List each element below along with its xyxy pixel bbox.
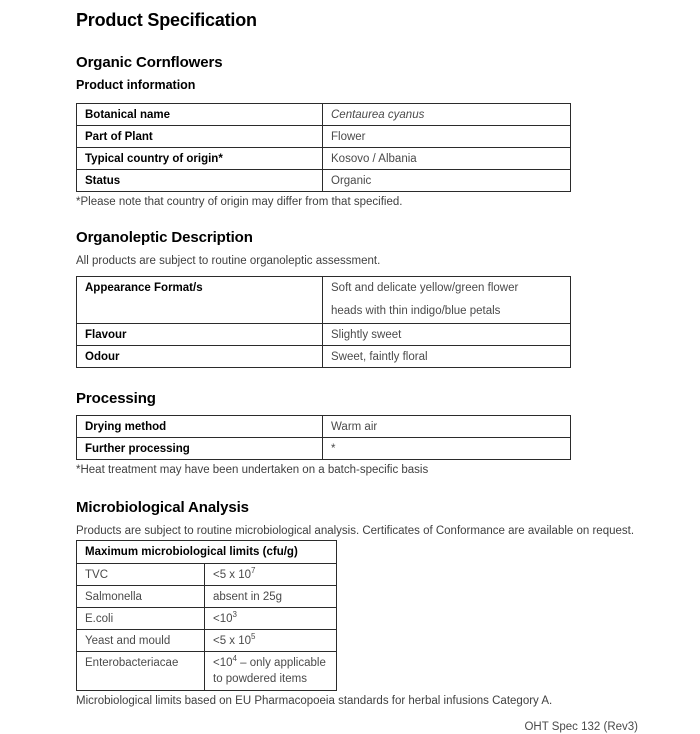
table-row — [77, 586, 337, 608]
organism-name: TVC — [77, 564, 205, 586]
row-value: Organic — [323, 170, 571, 192]
organism-name: E.coli — [77, 608, 205, 630]
exponent: 4 — [232, 654, 237, 664]
row-value: * — [323, 437, 571, 459]
table-row — [77, 630, 337, 652]
processing-table — [76, 415, 571, 460]
exponent: 3 — [232, 610, 237, 620]
row-label: Flavour — [77, 323, 323, 345]
table-row — [77, 323, 571, 345]
row-label: Odour — [77, 345, 323, 367]
table-row — [77, 415, 571, 437]
table-row — [77, 104, 571, 126]
table-row — [77, 276, 571, 323]
row-label: Botanical name — [77, 104, 323, 126]
limit-value: <5 x $10^7$ — [205, 564, 337, 586]
section-heading-organoleptic: Organoleptic Description — [76, 229, 253, 246]
organism-name: Salmonella — [77, 586, 205, 608]
document-reference-footer: OHT Spec 132 (Rev3) — [524, 721, 638, 733]
row-value: Slightly sweet — [323, 323, 571, 345]
appearance-line-1: Soft and delicate yellow/green flower — [331, 281, 519, 294]
limit-value: absent in 25g — [205, 586, 337, 608]
row-label: Part of Plant — [77, 126, 323, 148]
row-value: Warm air — [323, 415, 571, 437]
exponent: 7 — [251, 566, 256, 576]
footnote-heat-treatment: *Heat treatment may have been undertaken on a batch-specific basis — [76, 463, 429, 476]
limit-value: <5 x $10^5$ — [205, 630, 337, 652]
table-row — [77, 170, 571, 192]
product-heading: Organic Cornflowers — [76, 54, 223, 71]
table-row — [77, 345, 571, 367]
table-row — [77, 148, 571, 170]
table-row — [77, 126, 571, 148]
row-label: Drying method — [77, 415, 323, 437]
table-header-row — [77, 541, 337, 564]
row-label: Appearance Format/s — [77, 276, 323, 323]
row-label: Status — [77, 170, 323, 192]
limit-value: $<10^4$ – only applicable to powdered items — [205, 652, 337, 691]
product-info-table — [76, 103, 571, 192]
section-heading-microbiological: Microbiological Analysis — [76, 498, 249, 516]
row-label: Typical country of origin* — [77, 148, 323, 170]
row-value: Flower — [323, 126, 571, 148]
footnote-eu-pharmacopoeia: Microbiological limits based on EU Pharmacopoeia standards for herbal infusions Category A. — [76, 695, 553, 707]
microbiological-intro: Products are subject to routine microbiological analysis. Certificates of Conformance are available on request. — [76, 524, 635, 537]
page-title: Product Specification — [76, 10, 257, 30]
table-row — [77, 564, 337, 586]
section-heading-product-information: Product information — [76, 78, 196, 92]
row-value: Centaurea cyanus — [323, 104, 571, 126]
organism-name: Enterobacteriacae — [77, 652, 205, 691]
microbiological-limits-table — [76, 540, 337, 691]
organoleptic-intro: All products are subject to routine organoleptic assessment. — [76, 255, 381, 267]
table-row — [77, 437, 571, 459]
footnote-country-of-origin: *Please note that country of origin may differ from that specified. — [76, 196, 403, 208]
section-heading-processing: Processing — [76, 389, 156, 407]
micro-table-header: Maximum microbiological limits (cfu/g) — [77, 541, 337, 564]
table-row — [77, 608, 337, 630]
row-value — [323, 276, 571, 323]
row-value: Sweet, faintly floral — [323, 345, 571, 367]
table-row — [77, 652, 337, 691]
row-value: Kosovo / Albania — [323, 148, 571, 170]
row-label: Further processing — [77, 437, 323, 459]
limit-value: $<10^3$ — [205, 608, 337, 630]
appearance-line-2: heads with thin indigo/blue petals — [331, 304, 501, 317]
organoleptic-table — [76, 276, 571, 368]
exponent: 5 — [251, 632, 256, 642]
organism-name: Yeast and mould — [77, 630, 205, 652]
